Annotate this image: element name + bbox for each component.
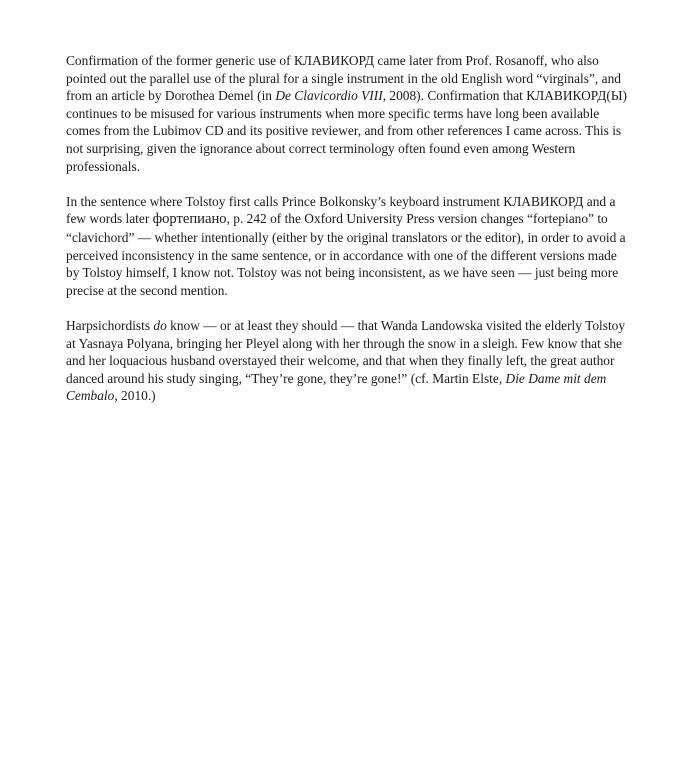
paragraph-3-text-1: Harpsichordists [66, 317, 154, 333]
paragraph-2-cyrillic-term-1: КЛАВИКОРД [503, 193, 584, 209]
paragraph-1-text-1: Confirmation of the former generic use of [66, 53, 294, 68]
paragraph-1-text-2: came later from Prof. Rosanoff, who also pointed out the parallel use of the plural for a single instrument in the old English word “virginals”, and from an article by Dorothea Demel (in [66, 53, 621, 104]
paragraph-2-text-3: , p. 242 of the Oxford University Press version changes “fortepiano” to “clavichord” — whether intentionally (either by the original translators or the editor), in order to avoid a perceived inconsistency in the same sentence, or in accordance with one of the different versions made by Tolstoy himself, I know not. Tolstoy was not being inconsistent, as we have seen — just being more precise at the second mention. [66, 211, 626, 298]
paragraph-1 [66, 52, 631, 175]
paragraph-2-text-1: In the sentence where Tolstoy first calls Prince Bolkonsky’s keyboard instrument [66, 193, 504, 209]
paragraph-3-italic-emphasis: do [153, 317, 167, 333]
paragraph-2-cyrillic-term-2: фортепиано [152, 211, 227, 228]
paragraph-1-italic-title: De Clavicordio VIII [275, 88, 383, 104]
paragraph-3-text-3: , 2010.) [114, 388, 156, 404]
paragraph-3-italic-title: Die Dame mit dem Cembalo [66, 370, 607, 404]
paragraph-1-text-3: , 2008). Confirmation that [382, 88, 527, 104]
paragraph-3-text-2: know — or at least they should — that Wanda Landowska visited the elderly Tolstoy at Yasnaya Polyana, bringing her Pleyel along with her through the snow in a sleigh. Few know that she and her loquacious husband overstayed their welcome, and that when they finally left, the great author danced around his study singing, “They’re gone, they’re gone!” (cf. Martin Elste, [66, 317, 626, 386]
paragraph-1-cyrillic-term-1: КЛАВИКОРД [293, 53, 375, 68]
document-body [66, 52, 631, 422]
paragraph-2 [66, 193, 631, 300]
paragraph-2-text-2: and a few words later [66, 193, 616, 227]
paragraph-1-text-4: continues to be misused for various instruments when more specific terms have long been available comes from the Lubimov CD and its positive reviewer, and from other references I came across. This is not surprising, given the ignorance about correct terminology often found even among Western professionals. [66, 105, 622, 174]
paragraph-1-cyrillic-term-2: КЛАВИКОРД(Ы) [526, 88, 627, 104]
paragraph-3 [66, 317, 631, 405]
